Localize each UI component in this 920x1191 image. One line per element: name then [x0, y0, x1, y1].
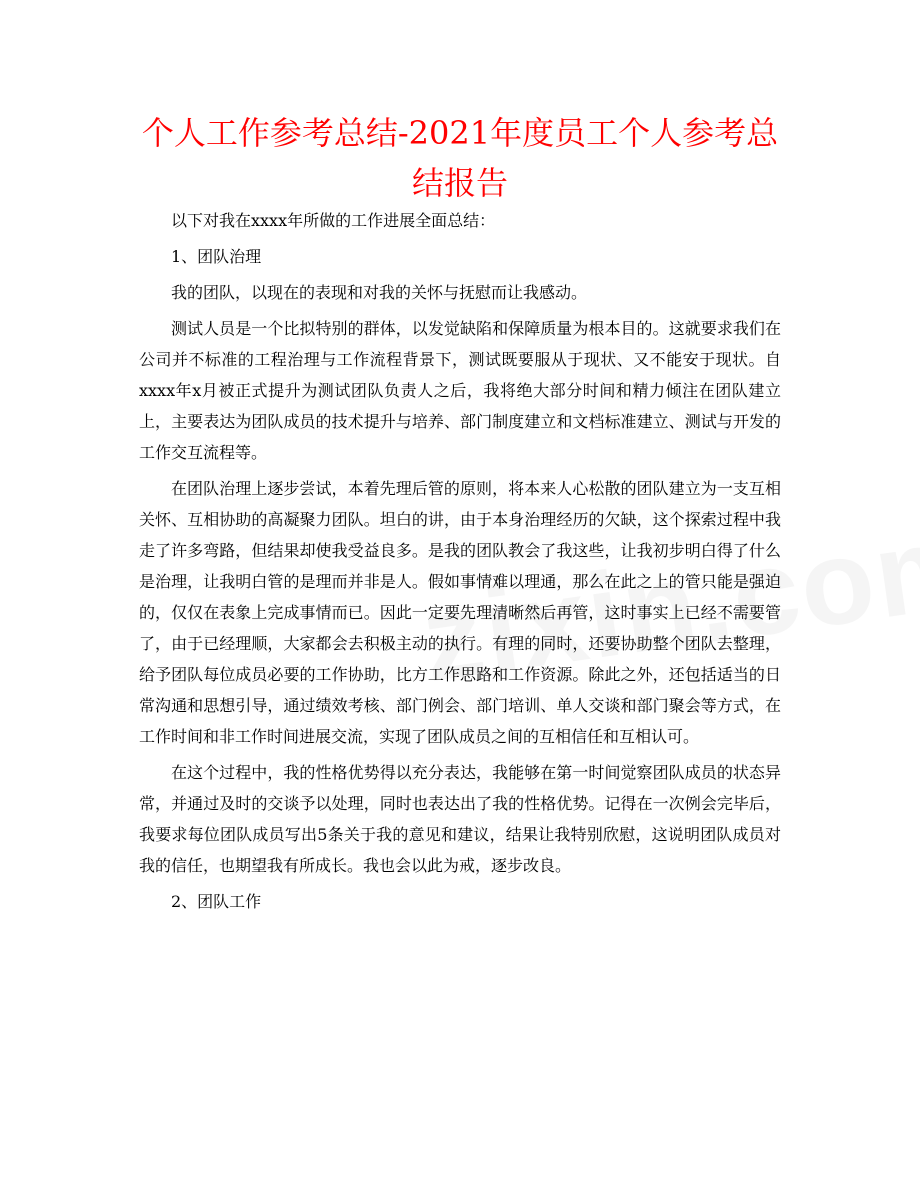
paragraph-team-feeling: 我的团队，以现在的表现和对我的关怀与抚慰而让我感动。	[171, 283, 588, 302]
document-title: 个人工作参考总结-2021年度员工个人参考总结报告	[141, 114, 779, 202]
paragraph-personality-strength: 在这个过程中，我的性格优势得以充分表达，我能够在第一时间觉察团队成员的状态异常，并通过及时的交谈予以处理，同时也表达出了我的性格优势。记得在一次例会完毕后，我要求每位团队成员写出5条关于我的意见和建议，结果让我特别欣慰，这说明团队成员对我的信任，也期望我有所成长。我也会以此为戒，逐步改良。	[139, 763, 781, 875]
section-heading-team-work: 2、团队工作	[171, 892, 262, 911]
document-body	[139, 205, 781, 922]
paragraph-management-approach: 在团队治理上逐步尝试，本着先理后管的原则，将本来人心松散的团队建立为一支互相关怀、互相协助的高凝聚力团队。坦白的讲，由于本身治理经历的欠缺，这个探索过程中我走了许多弯路，但结果却使我受益良多。是我的团队教会了我这些，让我初步明白得了什么是治理，让我明白管的是理而并非是人。假如事情难以理通，那么在此之上的管只能是强迫的，仅仅在表象上完成事情而已。因此一定要先理清晰然后再管，这时事实上已经不需要管了，由于已经理顺，大家都会去积极主动的执行。有理的同时，还要协助整个团队去整理，给予团队每位成员必要的工作协助，比方工作思路和工作资源。除此之外，还包括适当的日常沟通和思想引导，通过绩效考核、部门例会、部门培训、单人交谈和部门聚会等方式，在工作时间和非工作时间进展交流，实现了团队成员之间的互相信任和互相认可。	[139, 479, 781, 746]
section-heading-team-management: 1、团队治理	[171, 247, 262, 266]
intro-paragraph: 以下对我在xxxx年所做的工作进展全面总结：	[171, 211, 496, 230]
paragraph-testers-role: 测试人员是一个比拟特别的群体，以发觉缺陷和保障质量为根本目的。这就要求我们在公司并不标准的工程治理与工作流程背景下，测试既要服从于现状、又不能安于现状。自xxxx年x月被正式提升为测试团队负责人之后，我将绝大部分时间和精力倾注在团队建立上，主要表达为团队成员的技术提升与培养、部门制度建立和文档标准建立、测试与开发的工作交互流程等。	[139, 319, 781, 462]
